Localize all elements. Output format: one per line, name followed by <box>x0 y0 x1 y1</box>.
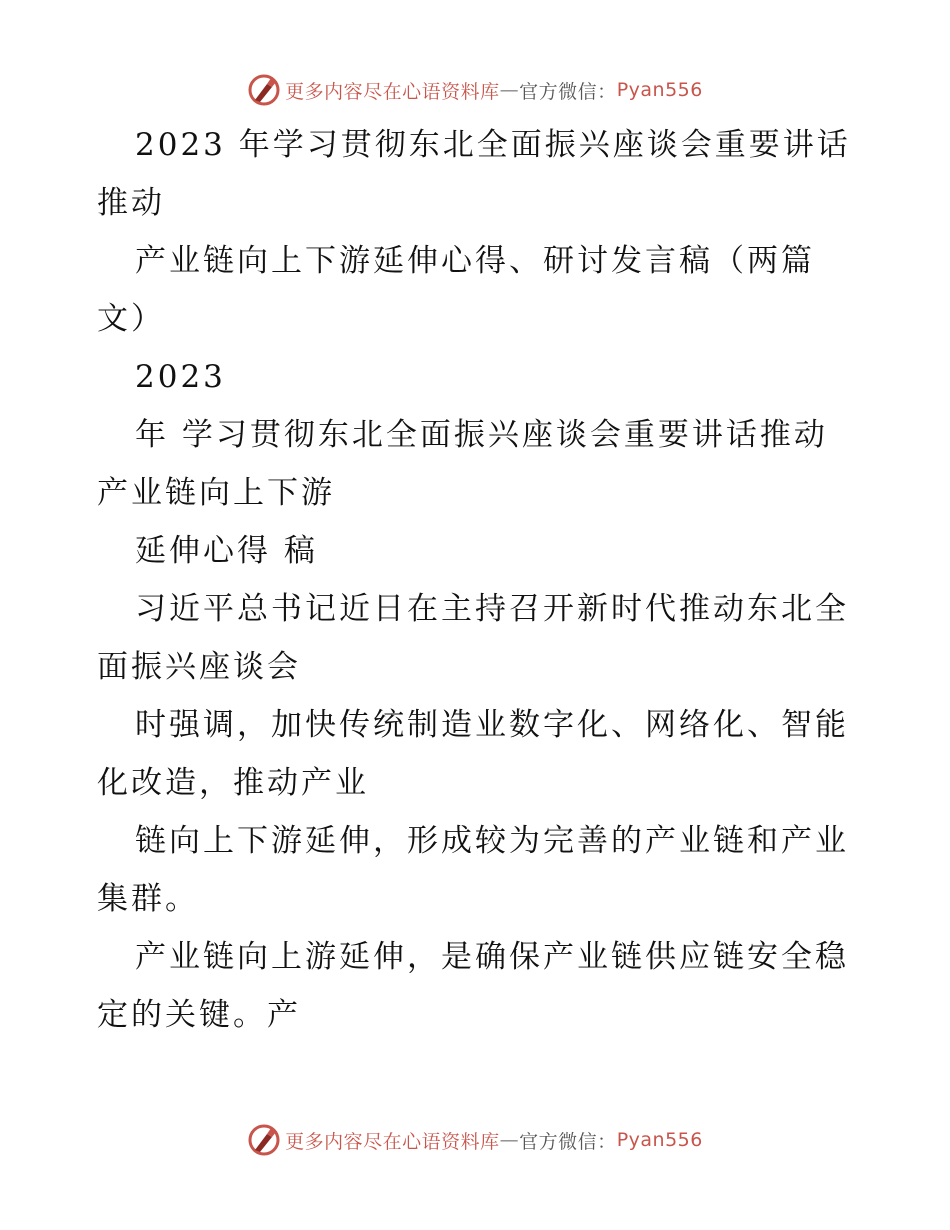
banner-separator: — <box>499 1129 520 1151</box>
footer-banner <box>0 1122 950 1158</box>
pen-logo-icon <box>247 73 281 107</box>
title-line-1: 2023 年学习贯彻东北全面振兴座谈会重要讲话 <box>135 127 851 163</box>
text-line: 产业链向上游延伸，是确保产业链供应链安全稳 <box>135 939 849 975</box>
banner-wechat-id: Pyan556 <box>616 79 703 101</box>
title-line-4: 文） <box>97 301 165 337</box>
text-line: 定的关键。产 <box>97 997 301 1033</box>
banner-text: 更多内容尽在心语资料库 <box>285 1130 500 1153</box>
text-line: 集群。 <box>97 881 199 917</box>
text-line: 习近平总书记近日在主持召开新时代推动东北全 <box>135 591 849 627</box>
banner-wechat-label: 官方微信： <box>519 1130 617 1153</box>
pen-logo-icon <box>247 1123 281 1157</box>
banner-text: 更多内容尽在心语资料库 <box>285 80 500 103</box>
text-line: 链向上下游延伸，形成较为完善的产业链和产业 <box>135 823 849 859</box>
text-line: 化改造，推动产业 <box>97 765 369 801</box>
text-line: 时强调，加快传统制造业数字化、网络化、智能 <box>135 707 849 743</box>
banner-wechat-id: Pyan556 <box>616 1129 703 1151</box>
text-line: 年 学习贯彻东北全面振兴座谈会重要讲话推动 <box>135 417 828 453</box>
banner-separator: — <box>499 79 520 101</box>
banner-wechat-label: 官方微信： <box>519 80 617 103</box>
title-line-2: 推动 <box>97 185 165 221</box>
text-line: 面振兴座谈会 <box>97 649 301 685</box>
text-line: 产业链向上下游 <box>97 475 335 511</box>
document-body <box>97 116 857 1044</box>
text-line: 延伸心得 稿 <box>135 533 318 569</box>
title-line-3: 产业链向上下游延伸心得、研讨发言稿（两篇 <box>135 243 815 279</box>
header-banner <box>0 72 950 108</box>
text-line: 2023 <box>135 359 226 395</box>
